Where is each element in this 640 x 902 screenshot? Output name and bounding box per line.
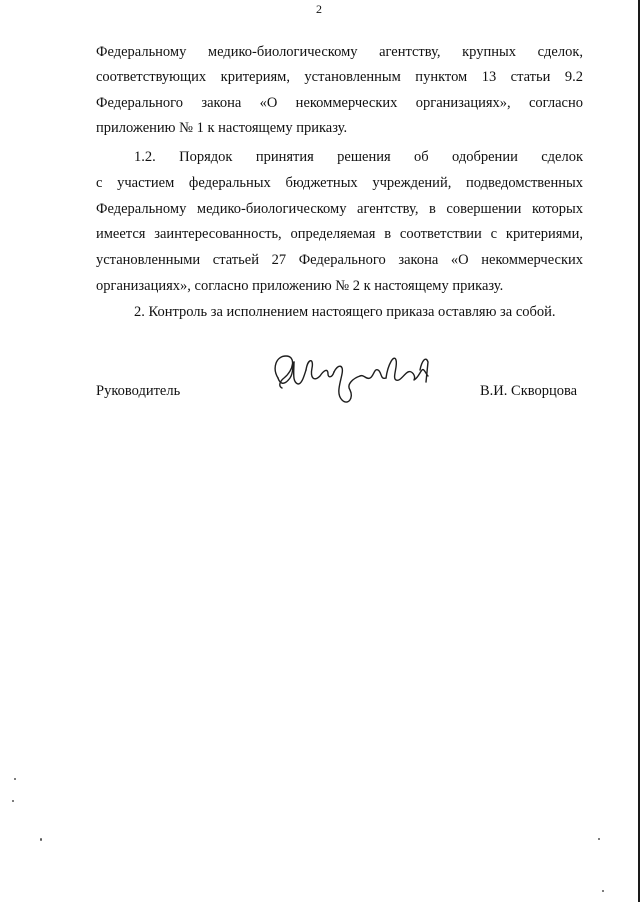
paragraph-1-line: приложению № 1 к настоящему приказу. <box>96 120 348 136</box>
paragraph-2-line: с участием федеральных бюджетных учреждений, подведомственных <box>96 175 583 191</box>
scan-artifact <box>598 838 600 840</box>
paragraph-1-line: соответствующих критериям, установленным пунктом 13 статьи 9.2 <box>96 69 583 85</box>
paragraph-1-line: Федеральному медико-биологическому агентству, крупных сделок, <box>96 44 583 60</box>
paragraph-3-line: 2. Контроль за исполнением настоящего приказа оставляю за собой. <box>134 304 556 320</box>
scan-artifact <box>40 838 42 841</box>
signatory-name: В.И. Скворцова <box>480 383 578 399</box>
scan-artifact <box>12 800 14 802</box>
signatory-title: Руководитель <box>96 383 181 399</box>
paragraph-2-line: Федеральному медико-биологическому агентству, в совершении которых <box>96 201 583 217</box>
scan-artifact <box>602 890 604 892</box>
handwritten-signature <box>268 348 438 416</box>
scan-artifact <box>14 778 16 780</box>
paragraph-2-line: установленными статьей 27 Федерального закона «О некоммерческих <box>96 252 583 268</box>
paragraph-2-line: 1.2. Порядок принятия решения об одобрении сделок <box>134 149 583 165</box>
paragraph-2-line: имеется заинтересованность, определяемая в соответствии с критериями, <box>96 226 583 242</box>
page-number: 2 <box>316 2 322 16</box>
paragraph-2-line: организациях», согласно приложению № 2 к настоящему приказу. <box>96 278 504 294</box>
paragraph-1-line: Федерального закона «О некоммерческих организациях», согласно <box>96 95 583 111</box>
